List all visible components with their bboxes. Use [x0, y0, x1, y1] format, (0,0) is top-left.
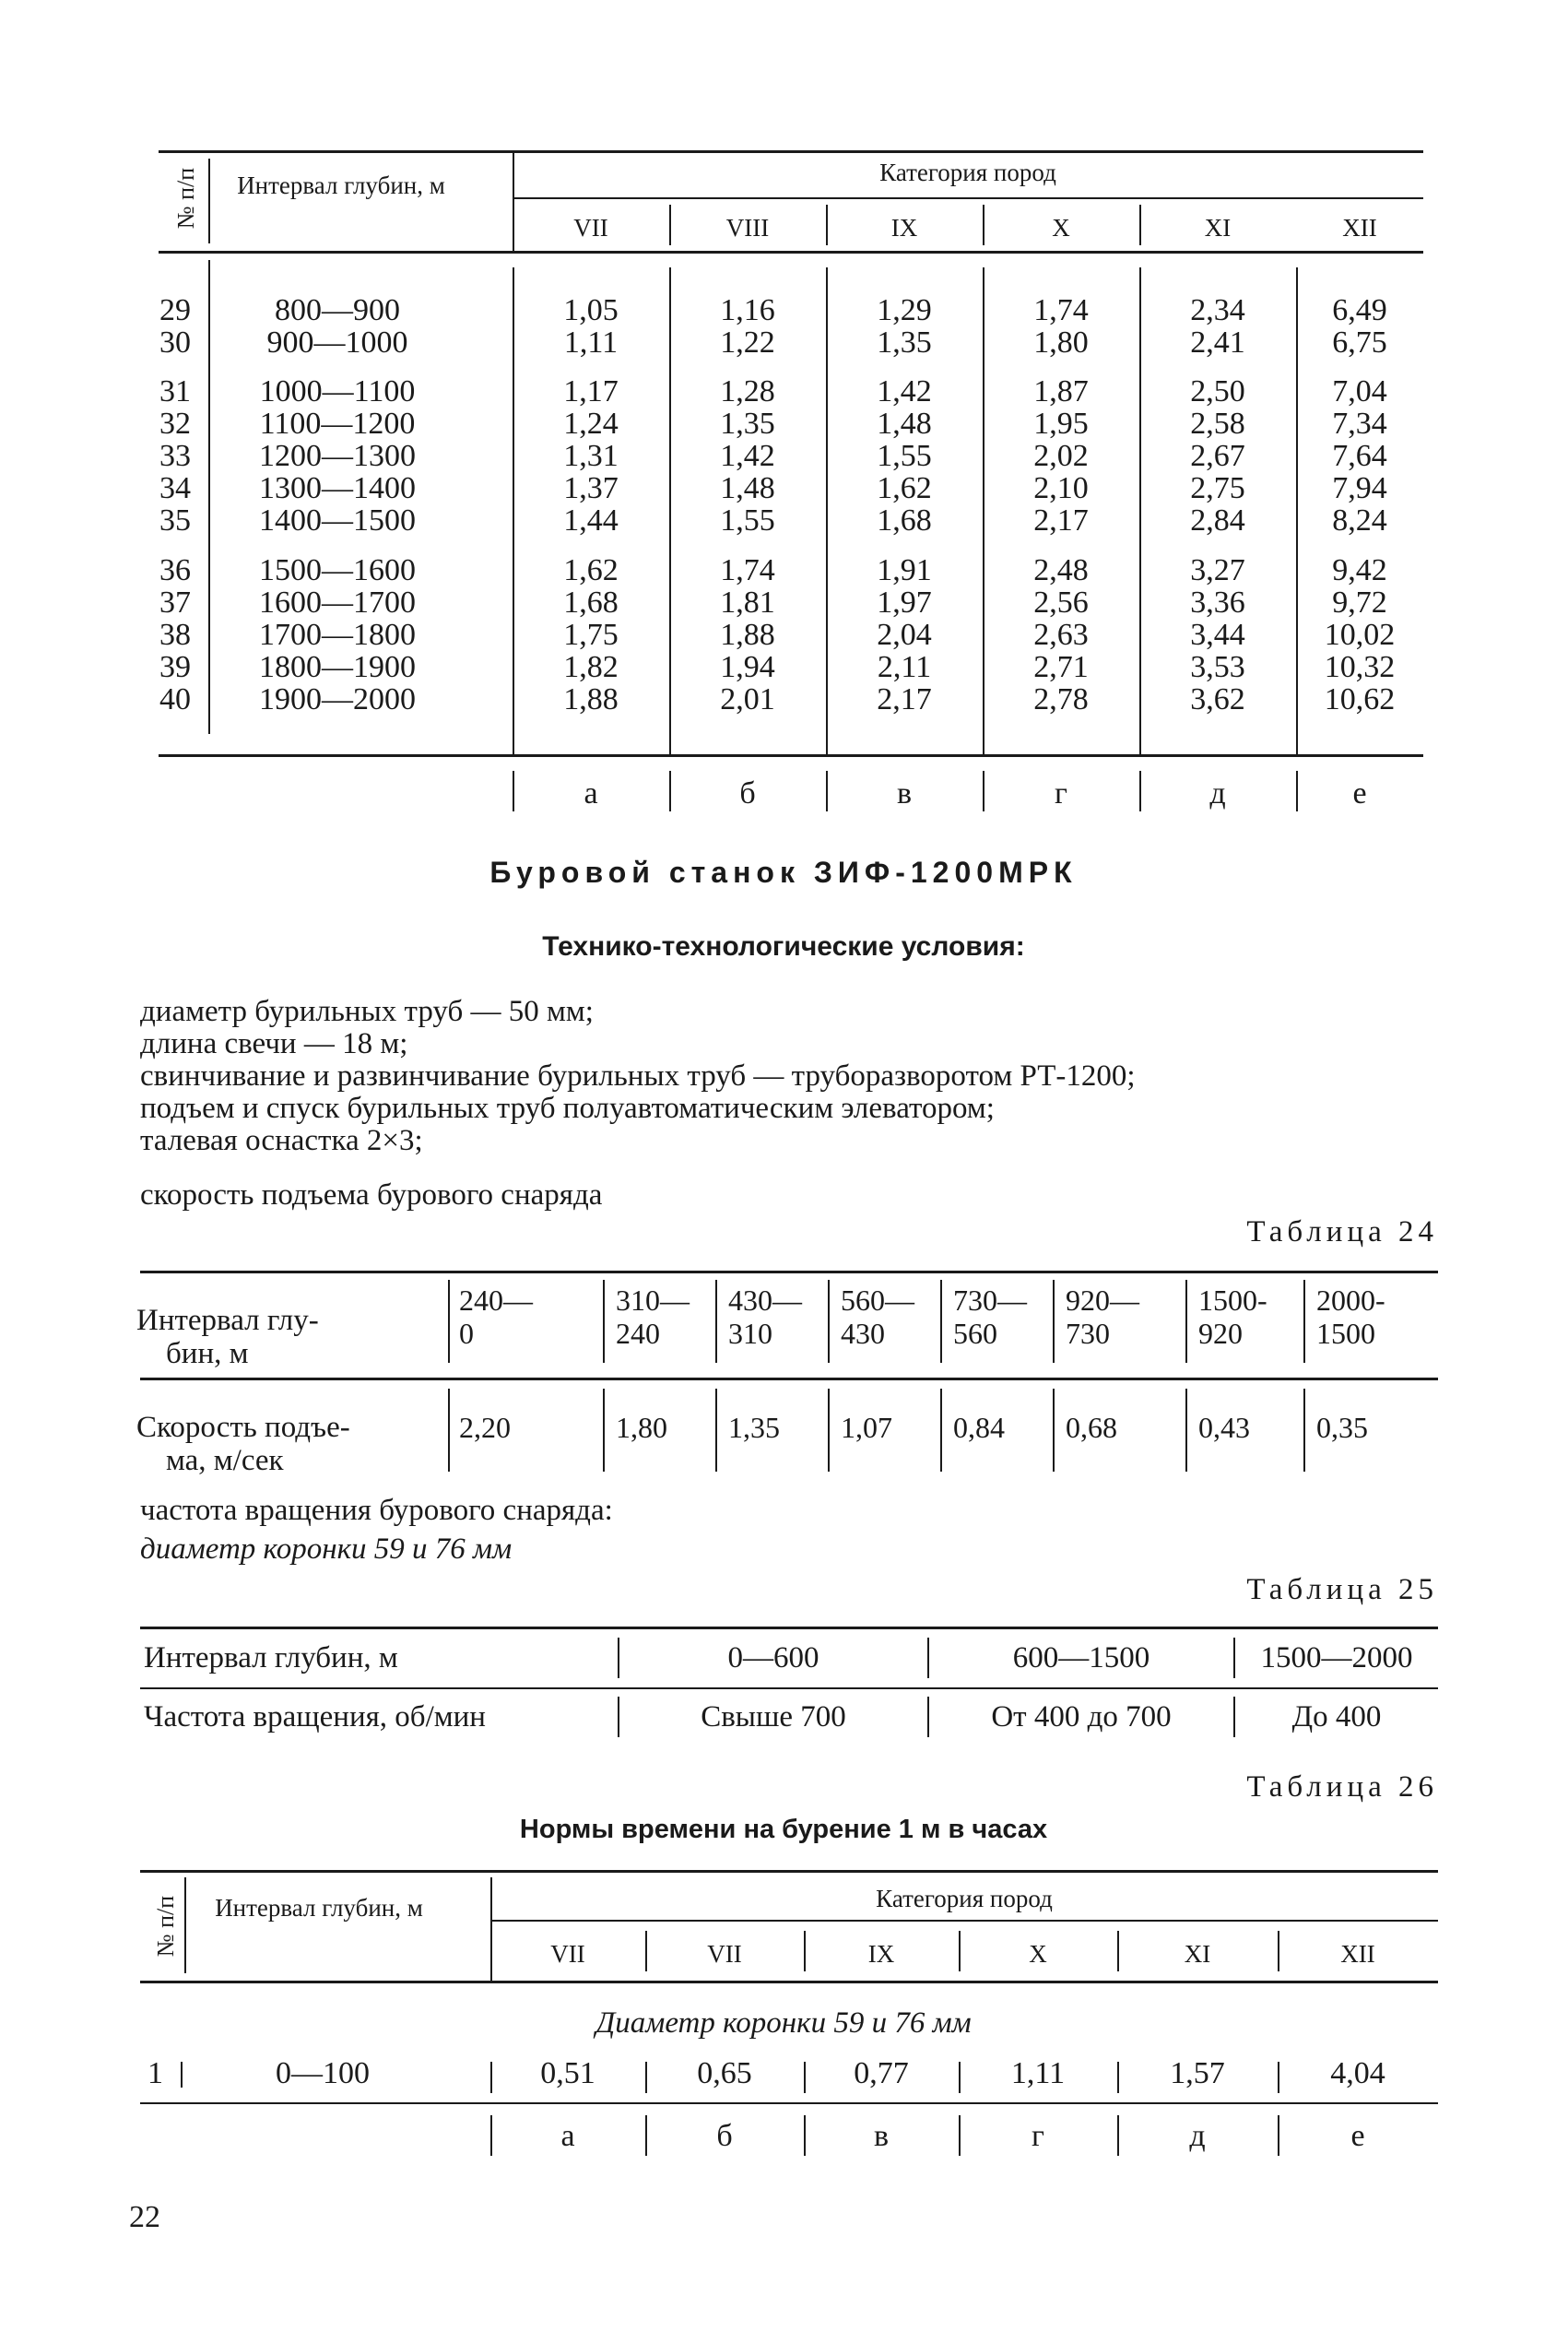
value-cell: 1,55 — [877, 439, 932, 473]
value-cell: 1,17 — [563, 374, 619, 408]
value-cell: 1,29 — [877, 293, 932, 327]
rule — [490, 1920, 1438, 1922]
value-cell: 1,24 — [563, 407, 619, 441]
rule — [1185, 1280, 1187, 1363]
rule — [1185, 1389, 1187, 1472]
value-cell: 2,17 — [1033, 503, 1089, 538]
value-cell: 2,56 — [1033, 586, 1089, 620]
condition-item: талевая оснастка 2×3; — [140, 1124, 423, 1157]
value-cell: 2,04 — [877, 618, 932, 652]
value-cell: 1,74 — [1033, 293, 1089, 327]
value-cell: 2,84 — [1190, 503, 1245, 538]
value-cell: 1,75 — [563, 618, 619, 652]
row-number: 31 — [159, 374, 191, 408]
column-letter: а — [584, 776, 598, 811]
interval-cell: 920— — [1066, 1284, 1139, 1317]
interval-cell: 560— — [841, 1284, 914, 1317]
value-cell: 0,77 — [854, 2056, 909, 2090]
column-letter: в — [896, 776, 913, 811]
interval-cell: 920 — [1198, 1317, 1243, 1350]
conditions-list — [140, 996, 1449, 1157]
category-header: IX — [867, 1940, 895, 1968]
value-cell: 6,75 — [1332, 325, 1387, 360]
table-subheading: Диаметр коронки 59 и 76 мм — [595, 2006, 972, 2040]
value-cell: 1,68 — [877, 503, 932, 538]
row-number: 35 — [159, 503, 191, 538]
row-number: 29 — [159, 293, 191, 327]
column-letter: б — [739, 776, 756, 811]
value-cell: 1,05 — [563, 293, 619, 327]
value-cell: 7,34 — [1332, 407, 1387, 441]
row-label-speed — [136, 1411, 350, 1477]
value-cell: 1,31 — [563, 439, 619, 473]
interval-cell: 2000- — [1316, 1284, 1385, 1317]
section-title: Буровой станок ЗИФ-1200МРК — [489, 856, 1078, 889]
interval-cell: 1300—1400 — [259, 471, 416, 505]
value-cell: 1,81 — [720, 586, 775, 620]
column-letter: в — [873, 2119, 890, 2153]
rotation-cell: Свыше 700 — [701, 1700, 846, 1733]
value-cell: 1,16 — [720, 293, 775, 327]
interval-cell: 1100—1200 — [259, 407, 416, 441]
rule — [603, 1280, 605, 1363]
value-cell: 1,28 — [720, 374, 775, 408]
value-cell: 1,87 — [1033, 374, 1089, 408]
speed-cell: 1,07 — [841, 1411, 892, 1444]
column-header-category: Категория пород — [879, 159, 1056, 186]
category-header: XII — [1340, 1940, 1375, 1968]
value-cell: 6,49 — [1332, 293, 1387, 327]
value-cell: 2,63 — [1033, 618, 1089, 652]
rule — [159, 251, 1423, 254]
value-cell: 1,68 — [563, 586, 619, 620]
value-cell: 1,74 — [720, 553, 775, 587]
rule — [140, 1378, 1438, 1380]
condition-item: свинчивание и развинчивание бурильных труб — труборазворотом РТ-1200; — [140, 1059, 1136, 1093]
value-cell: 3,44 — [1190, 618, 1245, 652]
category-header: VIII — [725, 214, 770, 242]
value-cell: 3,62 — [1190, 682, 1245, 716]
value-cell: 2,50 — [1190, 374, 1245, 408]
row-label-interval — [136, 1304, 319, 1370]
value-cell: 1,55 — [720, 503, 775, 538]
rule — [140, 1870, 1438, 1873]
value-cell: 10,32 — [1324, 650, 1396, 684]
interval-cell: 240 — [616, 1317, 660, 1350]
row-label-line: Интервал глу- — [136, 1304, 319, 1337]
section-subtitle: Технико-технологические условия: — [542, 931, 1025, 962]
speed-cell: 0,35 — [1316, 1411, 1368, 1444]
value-cell: 1,42 — [877, 374, 932, 408]
interval-cell: 730— — [953, 1284, 1027, 1317]
interval-cell: 240— — [459, 1284, 533, 1317]
value-cell: 1,57 — [1170, 2056, 1225, 2090]
value-cell: 1,94 — [720, 650, 775, 684]
interval-cell: 600—1500 — [1012, 1641, 1150, 1674]
speed-cell: 0,84 — [953, 1411, 1005, 1444]
rule — [208, 159, 210, 243]
value-cell: 1,11 — [563, 325, 619, 360]
interval-cell: 0—100 — [276, 2056, 370, 2090]
category-header: X — [1052, 214, 1070, 242]
column-letter: д — [1189, 2119, 1206, 2153]
interval-cell: 0—600 — [727, 1641, 819, 1674]
column-header-interval: Интервал глубин, м — [237, 172, 445, 199]
speed-intro: скорость подъема бурового снаряда — [140, 1178, 603, 1212]
value-cell: 1,44 — [563, 503, 619, 538]
value-cell: 9,42 — [1332, 553, 1387, 587]
rule — [448, 1280, 450, 1363]
value-cell: 2,41 — [1190, 325, 1245, 360]
interval-cell: 0 — [459, 1317, 474, 1350]
value-cell: 2,58 — [1190, 407, 1245, 441]
value-cell: 0,51 — [540, 2056, 595, 2090]
interval-cell: 900—1000 — [266, 325, 408, 360]
row-number: 1 — [147, 2056, 163, 2090]
column-header-category: Категория пород — [876, 1885, 1053, 1912]
value-cell: 1,35 — [720, 407, 775, 441]
category-header: XI — [1204, 214, 1232, 242]
rule — [181, 2062, 183, 2088]
rule — [140, 2102, 1438, 2104]
rule — [159, 150, 1423, 153]
value-cell: 1,82 — [563, 650, 619, 684]
row-number: 34 — [159, 471, 191, 505]
interval-cell: 1500- — [1198, 1284, 1267, 1317]
column-header-interval: Интервал глубин, м — [215, 1894, 423, 1922]
rotation-cell: До 400 — [1291, 1700, 1382, 1733]
interval-cell: 560 — [953, 1317, 997, 1350]
column-letter: г — [1055, 776, 1067, 811]
interval-cell: 310 — [728, 1317, 772, 1350]
interval-cell: 310— — [616, 1284, 690, 1317]
value-cell: 1,95 — [1033, 407, 1089, 441]
value-cell: 2,10 — [1033, 471, 1089, 505]
row-number: 40 — [159, 682, 191, 716]
rule — [140, 1981, 1438, 1983]
interval-cell: 430 — [841, 1317, 885, 1350]
rule — [140, 1687, 1438, 1689]
interval-cell: 730 — [1066, 1317, 1110, 1350]
value-cell: 1,97 — [877, 586, 932, 620]
rule — [140, 1627, 1438, 1629]
rule — [159, 754, 1423, 757]
rule — [1303, 1280, 1305, 1363]
row-label-line: Скорость подъе- — [136, 1411, 350, 1444]
speed-cell: 1,80 — [616, 1411, 667, 1444]
row-label-line: бин, м — [166, 1337, 249, 1370]
rotation-cell: От 400 до 700 — [991, 1700, 1172, 1733]
value-cell: 8,24 — [1332, 503, 1387, 538]
column-letter: а — [560, 2119, 575, 2153]
speed-cell: 2,20 — [459, 1411, 511, 1444]
condition-item: длина свечи — 18 м; — [140, 1027, 408, 1060]
value-cell: 2,34 — [1190, 293, 1245, 327]
rotation-subintro: диаметр коронки 59 и 76 мм — [140, 1532, 513, 1566]
condition-item: диаметр бурильных труб — 50 мм; — [140, 995, 594, 1028]
value-cell: 1,80 — [1033, 325, 1089, 360]
value-cell: 2,11 — [877, 650, 932, 684]
category-header: VII — [707, 1940, 742, 1968]
value-cell: 2,01 — [720, 682, 775, 716]
row-number: 37 — [159, 586, 191, 620]
value-cell: 1,48 — [720, 471, 775, 505]
category-header: XI — [1184, 1940, 1211, 1968]
rule — [1303, 1389, 1305, 1472]
rotation-intro: частота вращения бурового снаряда: — [140, 1494, 613, 1527]
value-cell: 9,72 — [1332, 586, 1387, 620]
value-cell: 1,62 — [877, 471, 932, 505]
value-cell: 1,22 — [720, 325, 775, 360]
value-cell: 1,35 — [877, 325, 932, 360]
value-cell: 2,67 — [1190, 439, 1245, 473]
value-cell: 1,62 — [563, 553, 619, 587]
rule — [208, 260, 210, 734]
speed-cell: 0,43 — [1198, 1411, 1250, 1444]
column-letter: б — [716, 2119, 733, 2153]
rule — [184, 1877, 186, 1973]
value-cell: 2,02 — [1033, 439, 1089, 473]
value-cell: 2,48 — [1033, 553, 1089, 587]
interval-cell: 800—900 — [275, 293, 400, 327]
column-header-number: № п/п — [172, 167, 199, 230]
row-number: 39 — [159, 650, 191, 684]
value-cell: 10,02 — [1324, 618, 1396, 652]
speed-cell: 1,35 — [728, 1411, 780, 1444]
row-number: 38 — [159, 618, 191, 652]
interval-cell: 1500—2000 — [1260, 1641, 1413, 1674]
category-header: VII — [550, 1940, 585, 1968]
value-cell: 3,27 — [1190, 553, 1245, 587]
column-letter: г — [1032, 2119, 1044, 2153]
value-cell: 1,11 — [1010, 2056, 1066, 2090]
value-cell: 3,36 — [1190, 586, 1245, 620]
interval-cell: 1900—2000 — [259, 682, 416, 716]
condition-item: подъем и спуск бурильных труб полуавтоматическим элеватором; — [140, 1092, 995, 1125]
value-cell: 1,42 — [720, 439, 775, 473]
row-number: 30 — [159, 325, 191, 360]
interval-cell: 1500 — [1316, 1317, 1375, 1350]
rule — [448, 1389, 450, 1472]
rule — [140, 1271, 1438, 1273]
column-header-number: № п/п — [152, 1895, 179, 1958]
value-cell: 10,62 — [1324, 682, 1396, 716]
row-number: 36 — [159, 553, 191, 587]
value-cell: 3,53 — [1190, 650, 1245, 684]
value-cell: 1,91 — [877, 553, 932, 587]
category-header: VII — [573, 214, 608, 242]
row-label-line: ма, м/сек — [166, 1444, 284, 1477]
value-cell: 7,64 — [1332, 439, 1387, 473]
value-cell: 7,94 — [1332, 471, 1387, 505]
rule — [603, 1389, 605, 1472]
page-number: 22 — [129, 2200, 160, 2234]
category-header: IX — [890, 214, 918, 242]
value-cell: 4,04 — [1330, 2056, 1385, 2090]
table-label: Таблица 26 — [1246, 1770, 1438, 1804]
value-cell: 2,71 — [1033, 650, 1089, 684]
value-cell: 2,75 — [1190, 471, 1245, 505]
interval-cell: 1200—1300 — [259, 439, 416, 473]
row-number: 32 — [159, 407, 191, 441]
category-header: XII — [1342, 214, 1377, 242]
interval-cell: 1600—1700 — [259, 586, 416, 620]
column-letter: е — [1352, 776, 1367, 811]
column-letter: д — [1209, 776, 1226, 811]
value-cell: 1,88 — [563, 682, 619, 716]
interval-cell: 1500—1600 — [259, 553, 416, 587]
table-label: Таблица 24 — [1246, 1215, 1438, 1248]
row-number: 33 — [159, 439, 191, 473]
rule — [513, 197, 1423, 199]
interval-cell: 430— — [728, 1284, 802, 1317]
value-cell: 1,37 — [563, 471, 619, 505]
interval-cell: 1000—1100 — [259, 374, 416, 408]
speed-cell: 0,68 — [1066, 1411, 1117, 1444]
value-cell: 0,65 — [697, 2056, 752, 2090]
row-label-rotation: Частота вращения, об/мин — [144, 1700, 486, 1733]
interval-cell: 1400—1500 — [259, 503, 416, 538]
interval-cell: 1800—1900 — [259, 650, 416, 684]
table-label: Таблица 25 — [1246, 1573, 1438, 1606]
table-title: Нормы времени на бурение 1 м в часах — [519, 1815, 1048, 1844]
category-header: X — [1029, 1940, 1047, 1968]
row-label-interval: Интервал глубин, м — [144, 1641, 398, 1674]
value-cell: 2,78 — [1033, 682, 1089, 716]
column-letter: е — [1350, 2119, 1365, 2153]
value-cell: 7,04 — [1332, 374, 1387, 408]
interval-cell: 1700—1800 — [259, 618, 416, 652]
value-cell: 1,88 — [720, 618, 775, 652]
value-cell: 2,17 — [877, 682, 932, 716]
value-cell: 1,48 — [877, 407, 932, 441]
